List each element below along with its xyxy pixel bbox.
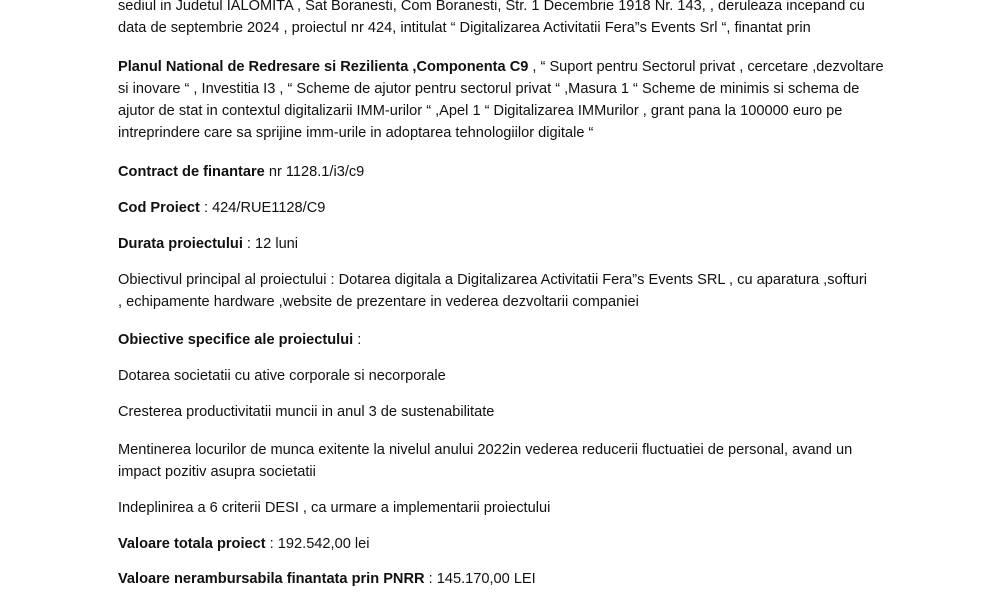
- main-objective-paragraph: [118, 269, 908, 313]
- contract-field: [118, 161, 908, 183]
- specific-objective-item: [118, 401, 908, 423]
- total-value-label: Valoare totala proiect: [118, 536, 266, 552]
- funding-plan-line-2: si inovare “ , Investitia I3 , “ Scheme de ajutor pentru sectorul privat “ ,Masura 1 “ Scheme de minimis si schema de: [118, 81, 860, 97]
- total-value-line: [118, 533, 908, 555]
- project-code-label: Cod Proiect: [118, 200, 200, 216]
- intro-paragraph: [118, 0, 908, 39]
- main-objective-line-2: , echipamente hardware ,website de prezentare in vederea dezvoltarii companiei: [118, 294, 639, 310]
- project-code-field: [118, 197, 908, 219]
- funding-plan-bold-lead: Planul National de Redresare si Rezilienta ,Componenta C9: [118, 59, 529, 75]
- specific-objectives-heading-suffix: :: [353, 332, 362, 348]
- main-objective-line-1: Obiectivul principal al proiectului : Dotarea digitala a Digitalizarea Activitatii Fera”s Events SRL , cu aparatura ,softuri: [118, 272, 867, 288]
- grant-value-label: Valoare nerambursabila finantata prin PNRR: [118, 571, 425, 587]
- contract-label: Contract de finantare: [118, 164, 265, 180]
- specific-objective-item: [118, 439, 908, 483]
- contract-line: [118, 161, 908, 183]
- intro-line-2: data de septembrie 2024 , proiectul nr 424, intitulat “ Digitalizarea Activitatii Fera”s Events Srl “, finantat prin: [118, 20, 811, 36]
- grant-value-field: [118, 568, 908, 590]
- intro-line-1: sediul in Judetul IALOMITA , Sat Boranesti, Com Boranesti, Str. 1 Decembrie 1918 Nr. 143, , deruleaza incepand cu: [118, 0, 865, 14]
- specific-objective-item: [118, 365, 908, 387]
- specific-objective-item-3-line-2: impact pozitiv asupra societatii: [118, 464, 316, 480]
- funding-plan-paragraph: [118, 56, 908, 144]
- grant-value-amount: : 145.170,00 LEI: [424, 571, 536, 587]
- project-code-line: [118, 197, 908, 219]
- total-value-amount: : 192.542,00 lei: [265, 536, 370, 552]
- specific-objectives-heading: [118, 329, 908, 351]
- funding-plan-line-1: [118, 56, 908, 78]
- total-value-field: [118, 533, 908, 555]
- specific-objective-item: [118, 497, 908, 519]
- project-duration-field: [118, 233, 908, 255]
- project-duration-line: [118, 233, 908, 255]
- funding-plan-line-4: intreprindere care sa sprijine imm-urile in adoptarea tehnologiilor digitale “: [118, 125, 594, 141]
- funding-plan-line-3: ajutor de stat in contextul digitalizarii IMM-urilor “ ,Apel 1 “ Digitalizarea IMMurilor , grant pana la 100000 euro pe: [118, 103, 843, 119]
- specific-objective-item-3-line-1: Mentinerea locurilor de munca exitente la nivelul anului 2022in vederea reducerii fluctuatiei de personal, avand un: [118, 442, 853, 458]
- project-duration-value: : 12 luni: [242, 236, 299, 252]
- project-code-value: : 424/RUE1128/C9: [199, 200, 326, 216]
- project-duration-label: Durata proiectului: [118, 236, 243, 252]
- specific-objective-item-1: Dotarea societatii cu ative corporale si necorporale: [118, 368, 446, 384]
- contract-value: nr 1128.1/i3/c9: [264, 164, 365, 180]
- specific-objective-item-4: Indeplinirea a 6 criterii DESI , ca urmare a implementarii proiectului: [118, 500, 551, 516]
- specific-objectives-heading-line: [118, 329, 908, 351]
- funding-plan-line-1-rest: , “ Suport pentru Sectorul privat , cercetare ,dezvoltare: [528, 59, 884, 75]
- specific-objective-item-2: Cresterea productivitatii muncii in anul 3 de sustenabilitate: [118, 404, 495, 420]
- grant-value-line: [118, 568, 908, 590]
- specific-objectives-heading-text: Obiective specifice ale proiectului: [118, 332, 354, 348]
